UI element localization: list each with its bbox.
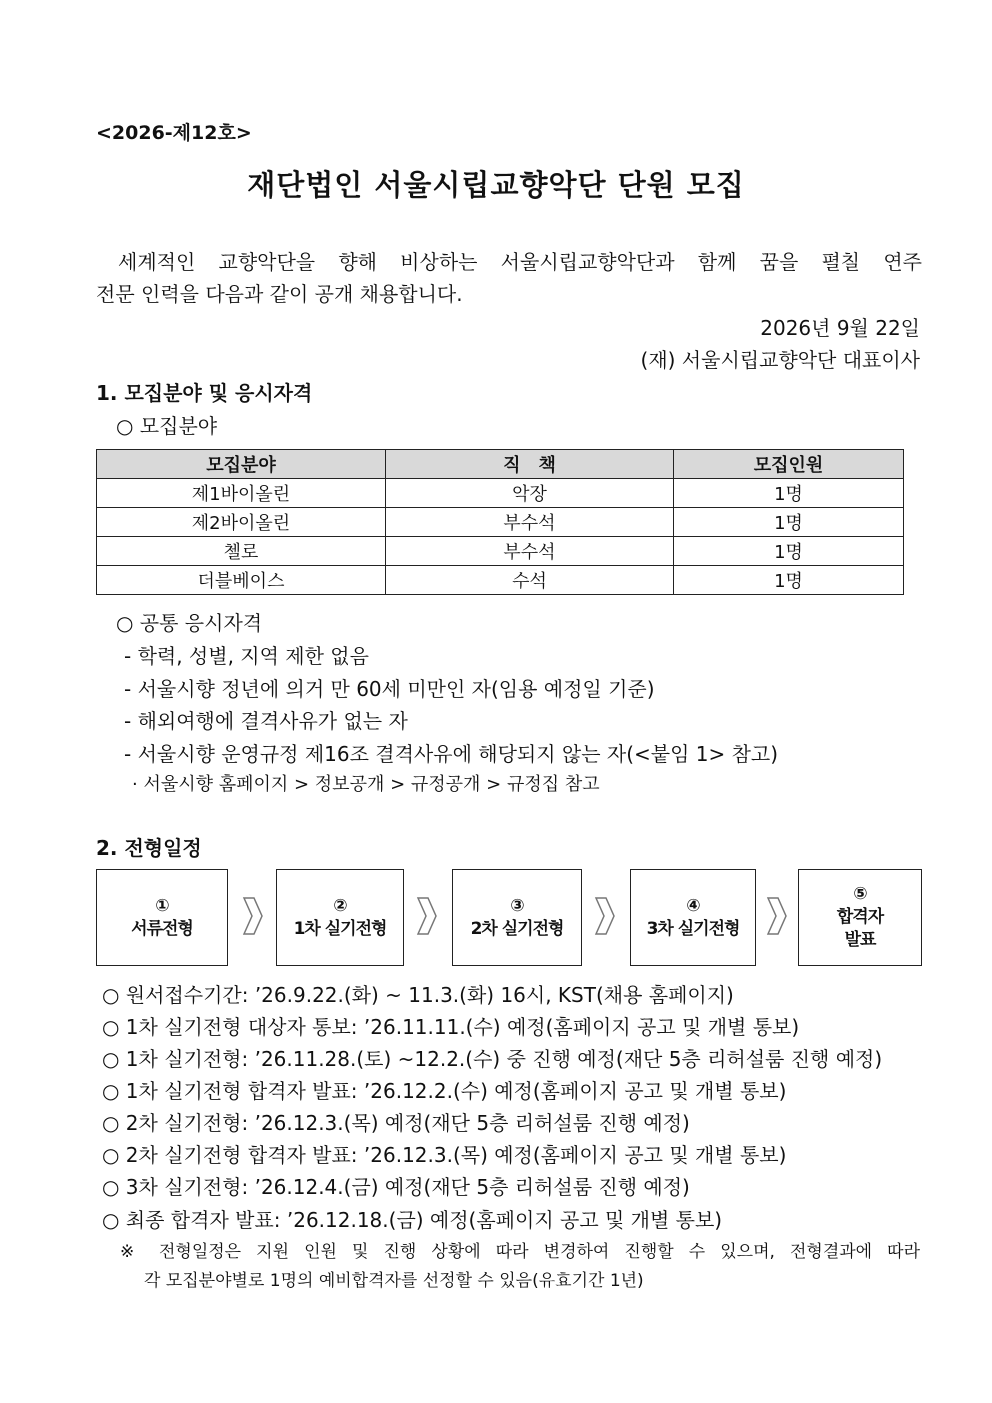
schedule-item: ○ 3차 실기전형: ’26.12.4.(금) 예정(재단 5층 리허설룸 진행 예정) (102, 1175, 690, 1199)
step-label: 서류전형 (131, 918, 193, 939)
chevron-right-icon (594, 896, 616, 936)
qualification-item: - 해외여행에 결격사유가 없는 자 (124, 709, 408, 733)
step-number: ② (333, 895, 347, 916)
note-line-1: ※ 전형일정은 지원 인원 및 진행 상황에 따라 변경하여 진행할 수 있으며, 전형결과에 따라 (120, 1242, 920, 1262)
step-number: ① (155, 895, 169, 916)
step-label: 3차 실기전형 (646, 918, 740, 939)
table-cell: 첼로 (97, 537, 386, 566)
step-number: ③ (510, 895, 524, 916)
intro-line-2: 전문 인력을 다음과 같이 공개 채용합니다. (96, 282, 463, 306)
schedule-note (120, 1238, 920, 1296)
column-header-field: 모집분야 (97, 450, 386, 479)
qualification-note: · 서울시향 홈페이지 > 정보공개 > 규정공개 > 규정집 참고 (132, 774, 600, 795)
intro-paragraph (96, 246, 922, 310)
table-cell: 악장 (386, 479, 674, 508)
schedule-item: ○ 1차 실기전형: ’26.11.28.(토) ~12.2.(수) 중 진행 예정(재단 5층 리허설룸 진행 예정) (102, 1047, 883, 1071)
schedule-item: ○ 최종 합격자 발표: ’26.12.18.(금) 예정(홈페이지 공고 및 개별 통보) (102, 1208, 723, 1232)
schedule-item: ○ 원서접수기간: ’26.9.22.(화) ~ 11.3.(화) 16시, KST(채용 홈페이지) (102, 983, 734, 1007)
qualification-item: - 학력, 성별, 지역 제한 없음 (124, 644, 369, 668)
table-cell: 부수석 (386, 537, 674, 566)
table-header-row (97, 450, 904, 479)
table-cell: 1명 (674, 479, 904, 508)
section-2-heading: 2. 전형일정 (96, 836, 202, 860)
step-number: ⑤ (853, 884, 867, 904)
qualification-item: - 서울시향 정년에 의거 만 60세 미만인 자(임용 예정일 기준) (124, 677, 655, 701)
table-cell: 1명 (674, 537, 904, 566)
chevron-right-icon (766, 896, 788, 936)
section-1-heading: 1. 모집분야 및 응시자격 (96, 381, 313, 405)
process-step-4 (630, 869, 756, 966)
page-title: 재단법인 서울시립교향악단 단원 모집 (247, 168, 745, 202)
table-cell: 부수석 (386, 508, 674, 537)
notice-number: <2026-제12호> (96, 122, 252, 144)
table-cell: 제1바이올린 (97, 479, 386, 508)
table-cell: 1명 (674, 508, 904, 537)
table-cell: 더블베이스 (97, 566, 386, 595)
chevron-right-icon (242, 896, 264, 936)
field-heading: ○ 모집분야 (116, 414, 218, 438)
note-line-2: 각 모집분야별로 1명의 예비합격자를 선정할 수 있음(유효기간 1년) (144, 1271, 644, 1291)
notice-date: 2026년 9월 22일 (760, 316, 920, 340)
schedule-item: ○ 2차 실기전형: ’26.12.3.(목) 예정(재단 5층 리허설룸 진행 예정) (102, 1111, 690, 1135)
schedule-item: ○ 1차 실기전형 대상자 통보: ’26.11.11.(수) 예정(홈페이지 공고 및 개별 통보) (102, 1015, 800, 1039)
table-cell: 수석 (386, 566, 674, 595)
table-row (97, 479, 904, 508)
table-cell: 제2바이올린 (97, 508, 386, 537)
step-label: 1차 실기전형 (293, 918, 387, 939)
recruitment-table (96, 449, 904, 595)
qualification-item: - 서울시향 운영규정 제16조 결격사유에 해당되지 않는 자(<붙임 1> 참고) (124, 742, 779, 766)
table-row (97, 566, 904, 595)
table-row (97, 508, 904, 537)
step-number: ④ (686, 895, 700, 916)
process-step-5 (798, 869, 922, 966)
table-cell: 1명 (674, 566, 904, 595)
schedule-item: ○ 1차 실기전형 합격자 발표: ’26.12.2.(수) 예정(홈페이지 공고 및 개별 통보) (102, 1079, 787, 1103)
process-step-2 (276, 869, 404, 966)
step-label: 2차 실기전형 (470, 918, 564, 939)
step-label-2: 발표 (844, 930, 876, 950)
process-step-3 (452, 869, 582, 966)
signatory: (재) 서울시립교향악단 대표이사 (640, 348, 920, 372)
column-header-headcount: 모집인원 (674, 450, 904, 479)
process-step-1 (96, 869, 228, 966)
table-row (97, 537, 904, 566)
chevron-right-icon (416, 896, 438, 936)
step-label: 합격자 (836, 907, 884, 927)
schedule-item: ○ 2차 실기전형 합격자 발표: ’26.12.3.(목) 예정(홈페이지 공고 및 개별 통보) (102, 1143, 787, 1167)
intro-line-1: 세계적인 교향악단을 향해 비상하는 서울시립교향악단과 함께 꿈을 펼칠 연주 (118, 250, 922, 274)
qualification-heading: ○ 공통 응시자격 (116, 611, 263, 635)
column-header-position: 직 책 (386, 450, 674, 479)
